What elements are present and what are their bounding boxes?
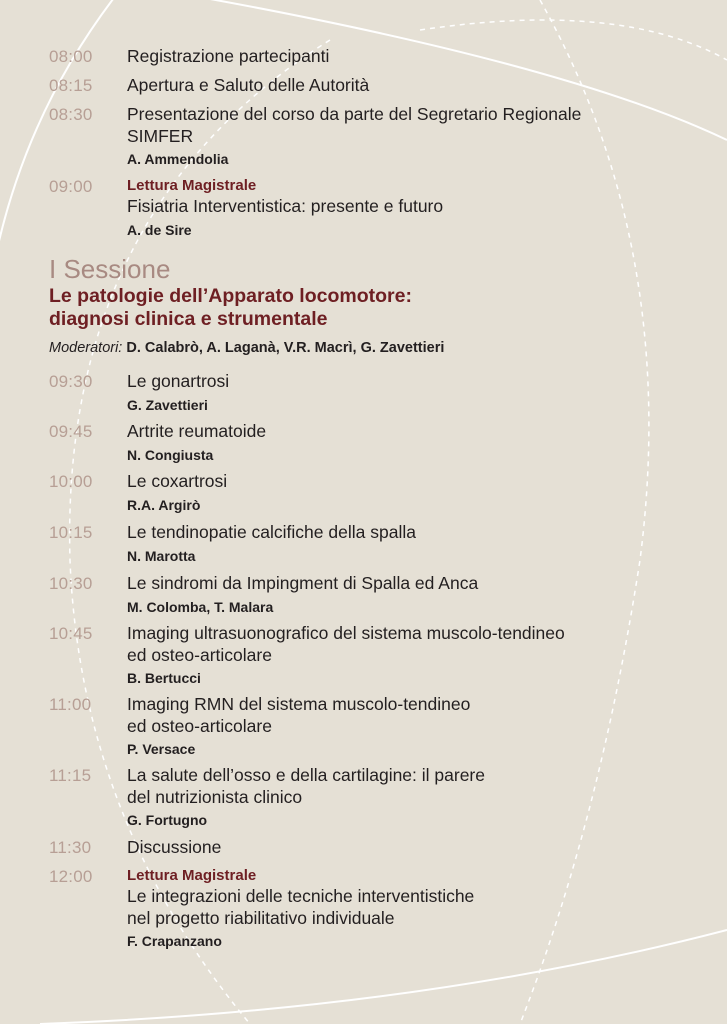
entry-time: 12:00 — [49, 867, 93, 886]
session-label: I Sessione — [49, 254, 171, 284]
entry-time: 10:45 — [49, 624, 93, 643]
entry-speaker: N. Marotta — [127, 547, 196, 564]
entry-time: 09:30 — [49, 372, 93, 391]
entry-time: 08:30 — [49, 105, 93, 124]
entry-time: 09:45 — [49, 422, 93, 441]
entry-time: 11:30 — [49, 838, 92, 857]
session-moderators — [49, 338, 444, 358]
entry-title: Artrite reumatoide — [127, 421, 267, 441]
entry-title: Le integrazioni delle tecniche interventistiche nel progetto riabilitativo individuale — [127, 886, 475, 928]
entry-content — [127, 573, 717, 616]
entry-content — [127, 176, 717, 239]
entry-content — [127, 765, 717, 829]
entry-time: 08:15 — [49, 76, 93, 95]
entry-title: La salute dell’osso e della cartilagine: il parere del nutrizionista clinico — [127, 765, 485, 807]
entry-title: Registrazione partecipanti — [127, 46, 330, 66]
entry-content — [127, 522, 717, 565]
entry-title: Imaging ultrasuonografico del sistema muscolo-tendineo ed osteo-articolare — [127, 623, 565, 665]
entry-speaker: A. Ammendolia — [127, 151, 229, 167]
entry-content — [127, 471, 717, 514]
entry-speaker: M. Colomba, T. Malara — [127, 598, 274, 615]
entry-title: Le coxartrosi — [127, 471, 228, 491]
entry-title: Discussione — [127, 837, 222, 857]
entry-title: Le tendinopatie calcifiche della spalla — [127, 522, 416, 542]
entry-speaker: N. Congiusta — [127, 446, 214, 463]
entry-title: Apertura e Saluto delle Autorità — [127, 75, 370, 95]
entry-speaker: G. Fortugno — [127, 812, 208, 828]
entry-title: Presentazione del corso da parte del Segretario Regionale SIMFER — [127, 104, 582, 146]
lettura-magistrale-label: Lettura Magistrale — [127, 177, 257, 194]
entry-time: 11:00 — [49, 695, 92, 714]
entry-speaker: B. Bertucci — [127, 670, 201, 686]
entry-content — [127, 623, 717, 687]
entry-time: 11:15 — [49, 766, 92, 785]
lettura-magistrale-label: Lettura Magistrale — [127, 867, 257, 884]
session-title: Le patologie dell’Apparato locomotore: diagnosi clinica e strumentale — [49, 285, 412, 330]
entry-content — [127, 866, 717, 950]
entry-title: Le sindromi da Impingment di Spalla ed Anca — [127, 573, 479, 593]
entry-content — [127, 421, 717, 464]
entry-content — [127, 46, 717, 68]
entry-speaker: A. de Sire — [127, 221, 192, 238]
entry-time: 10:15 — [49, 523, 93, 542]
moderators-names: D. Calabrò, A. Laganà, V.R. Macrì, G. Zavettieri — [126, 340, 445, 356]
entry-content — [127, 104, 717, 168]
entry-time: 10:00 — [49, 472, 93, 491]
moderators-label: Moderatori: — [49, 340, 123, 356]
entry-title: Imaging RMN del sistema muscolo-tendineo ed osteo-articolare — [127, 694, 471, 736]
entry-speaker: F. Crapanzano — [127, 933, 222, 949]
entry-time: 08:00 — [49, 47, 93, 66]
entry-content — [127, 371, 717, 414]
entry-speaker: R.A. Argirò — [127, 496, 201, 513]
entry-time: 10:30 — [49, 574, 93, 593]
entry-speaker: G. Zavettieri — [127, 396, 208, 413]
entry-content — [127, 837, 717, 859]
entry-title: Le gonartrosi — [127, 371, 230, 391]
entry-content — [127, 694, 717, 758]
entry-content — [127, 75, 717, 97]
entry-time: 09:00 — [49, 177, 93, 196]
entry-speaker: P. Versace — [127, 741, 196, 757]
entry-title: Fisiatria Interventistica: presente e futuro — [127, 196, 444, 216]
